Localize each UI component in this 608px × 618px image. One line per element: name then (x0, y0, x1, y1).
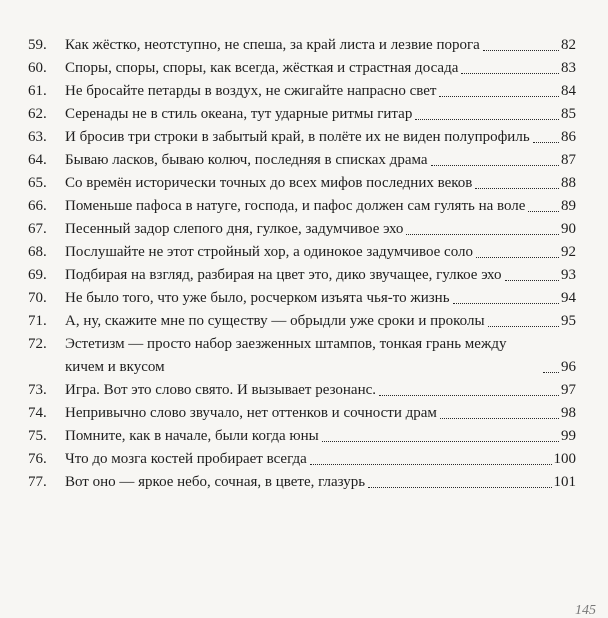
toc-entry (28, 402, 576, 425)
entry-body (65, 425, 576, 448)
entry-number: 63. (28, 129, 47, 145)
entry-body (65, 103, 576, 126)
entry-number: 59. (28, 37, 47, 53)
entry-number: 72. (28, 336, 47, 352)
dot-leader (368, 487, 551, 488)
entry-body (65, 149, 576, 172)
entry-title: И бросив три строки в забытый край, в полёте их не виден полупрофиль (65, 129, 530, 145)
entry-number: 69. (28, 267, 47, 283)
toc-entry (28, 57, 576, 80)
entry-title: Поменьше пафоса в натуге, господа, и пафос должен сам гулять на воле (65, 198, 526, 214)
entry-title: Эстетизм — просто набор заезженных штампов, тонкая грань между кичем и вкусом (65, 336, 507, 375)
toc-entry (28, 287, 576, 310)
entry-number: 73. (28, 382, 47, 398)
entry-page: 99 (561, 428, 576, 444)
entry-page: 100 (553, 451, 576, 467)
entry-page: 93 (561, 267, 576, 283)
entry-title: А, ну, скажите мне по существу — обрыдли уже сроки и проколы (65, 313, 485, 329)
entry-page: 85 (561, 106, 576, 122)
toc-entry (28, 149, 576, 172)
entry-number: 66. (28, 198, 47, 214)
entry-body (65, 80, 576, 103)
entry-title: Подбирая на взгляд, разбирая на цвет это, дико звучащее, гулкое эхо (65, 267, 502, 283)
entry-title: Песенный задор слепого дня, гулкое, задумчивое эхо (65, 221, 404, 237)
dot-leader (461, 73, 559, 74)
dot-leader (379, 395, 559, 396)
entry-number: 62. (28, 106, 47, 122)
entry-body (65, 264, 576, 287)
entry-body (65, 448, 576, 471)
entry-page: 86 (561, 129, 576, 145)
page-number: 145 (575, 603, 596, 618)
entry-body (65, 34, 576, 57)
entry-title: Вот оно — яркое небо, сочная, в цвете, глазурь (65, 474, 366, 490)
dot-leader (543, 372, 559, 373)
dot-leader (505, 280, 560, 281)
dot-leader (310, 464, 552, 465)
entry-title: Непривычно слово звучало, нет оттенков и сочности драм (65, 405, 437, 421)
entry-body (65, 471, 576, 494)
toc-entry (28, 172, 576, 195)
toc-entry (28, 471, 576, 494)
dot-leader (453, 303, 559, 304)
entry-body (65, 402, 576, 425)
table-of-contents (28, 34, 576, 494)
entry-title: Игра. Вот это слово свято. И вызывает резонанс. (65, 382, 377, 398)
entry-number: 71. (28, 313, 47, 329)
toc-entry (28, 80, 576, 103)
entry-page: 96 (561, 359, 576, 375)
dot-leader (476, 257, 559, 258)
toc-entry (28, 379, 576, 402)
entry-number: 77. (28, 474, 47, 490)
toc-entry (28, 264, 576, 287)
dot-leader (440, 418, 559, 419)
entry-title: Бываю ласков, бываю колюч, последняя в списках драма (65, 152, 428, 168)
entry-title: Не бросайте петарды в воздух, не сжигайте напрасно свет (65, 83, 437, 99)
dot-leader (528, 211, 559, 212)
toc-entry (28, 218, 576, 241)
entry-body (65, 57, 576, 80)
toc-entry (28, 241, 576, 264)
toc-entry (28, 103, 576, 126)
dot-leader (475, 188, 559, 189)
entry-body (65, 287, 576, 310)
entry-page: 101 (553, 474, 576, 490)
entry-number: 64. (28, 152, 47, 168)
entry-page: 92 (561, 244, 576, 260)
entry-body (65, 333, 576, 379)
entry-title: Как жёстко, неотступно, не спеша, за край листа и лезвие порога (65, 37, 480, 53)
entry-body (65, 172, 576, 195)
entry-number: 75. (28, 428, 47, 444)
entry-page: 87 (561, 152, 576, 168)
entry-number: 65. (28, 175, 47, 191)
entry-title: Что до мозга костей пробирает всегда (65, 451, 307, 467)
entry-page: 94 (561, 290, 576, 306)
entry-page: 84 (561, 83, 576, 99)
entry-number: 70. (28, 290, 47, 306)
entry-body (65, 379, 576, 402)
dot-leader (533, 142, 559, 143)
entry-page: 89 (561, 198, 576, 214)
entry-title: Послушайте не этот стройный хор, а одинокое задумчивое соло (65, 244, 473, 260)
entry-number: 68. (28, 244, 47, 260)
entry-number: 60. (28, 60, 47, 76)
entry-page: 95 (561, 313, 576, 329)
entry-title: Серенады не в стиль океана, тут ударные ритмы гитар (65, 106, 413, 122)
entry-body (65, 218, 576, 241)
entry-title: Со времён исторически точных до всех мифов последних веков (65, 175, 473, 191)
entry-number: 67. (28, 221, 47, 237)
entry-body (65, 126, 576, 149)
dot-leader (483, 50, 559, 51)
toc-entry (28, 448, 576, 471)
dot-leader (431, 165, 559, 166)
toc-entry (28, 310, 576, 333)
dot-leader (322, 441, 559, 442)
dot-leader (488, 326, 559, 327)
entry-number: 74. (28, 405, 47, 421)
toc-entry (28, 34, 576, 57)
toc-entry (28, 126, 576, 149)
toc-entry (28, 425, 576, 448)
entry-title: Споры, споры, споры, как всегда, жёсткая и страстная досада (65, 60, 459, 76)
entry-body (65, 310, 576, 333)
entry-page: 98 (561, 405, 576, 421)
toc-entry (28, 195, 576, 218)
entry-title: Помните, как в начале, были когда юны (65, 428, 319, 444)
entry-body (65, 241, 576, 264)
entry-number: 61. (28, 83, 47, 99)
entry-page: 82 (561, 37, 576, 53)
entry-page: 83 (561, 60, 576, 76)
entry-page: 97 (561, 382, 576, 398)
entry-page: 90 (561, 221, 576, 237)
entry-title: Не было того, что уже было, росчерком изъята чья-то жизнь (65, 290, 450, 306)
dot-leader (415, 119, 559, 120)
entry-number: 76. (28, 451, 47, 467)
dot-leader (406, 234, 559, 235)
entry-body (65, 195, 576, 218)
dot-leader (439, 96, 559, 97)
entry-page: 88 (561, 175, 576, 191)
toc-entry (28, 333, 576, 379)
